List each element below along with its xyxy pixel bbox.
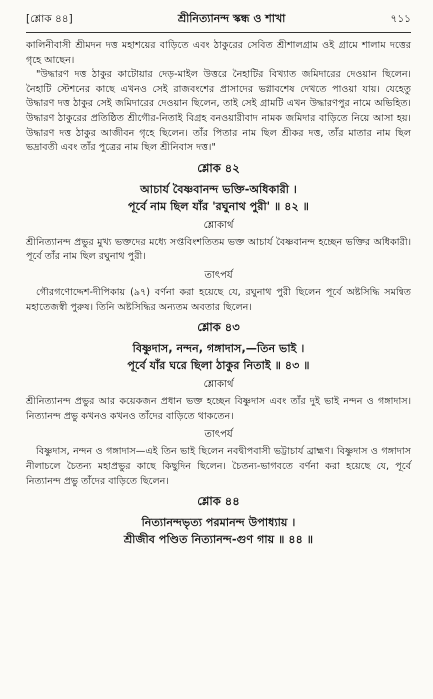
translation-42: শ্রীনিত্যানন্দ প্রভুর মুখ্য ভক্তদের মধ্যে সপ্তবিংশতিতম ভক্ত আচার্য বৈষ্ণবানন্দ হচ্ছেন ভক্তির অধিকারী। পূর্বে তাঁর নাম ছিল রঘুনাথ পুরী। [26,236,411,263]
running-header [26,10,411,33]
page-number: ৭১১ [390,13,411,25]
header-verse-ref: [শ্লোক ৪৪] [26,13,73,25]
verse-42-line-2: পূর্বে নাম ছিল যাঁর 'রঘুনাথ পুরী' ॥ ৪২ ॥ [128,199,309,213]
header-title: শ্রীনিত্যানন্দ স্কন্ধ ও শাখা [177,12,286,25]
purport-label-42: তাৎপর্য [204,269,233,281]
verse-heading-44: শ্লোক ৪৪ [197,494,240,509]
verse-43-line-2: পূর্বে যাঁর ঘরে ছিলা ঠাকুর নিতাই ॥ ৪৩ ॥ [127,359,310,373]
verse-heading-42: শ্লোক ৪২ [197,160,240,175]
verse-heading-43: শ্লোক ৪৩ [197,320,240,335]
verse-44-line-1: নিত্যানন্দভৃত্য পরমানন্দ উপাধ্যায় । [141,516,296,530]
translation-label-43: শ্লোকার্থ [203,379,234,391]
intro-quote-paragraph: "উদ্ধারণ দত্ত ঠাকুর কাটোয়ার দেড়-মাইল উত্তরে নৈহাটির বিখ্যাত জমিদারের দেওয়ান ছিলেন। নৈহাটি স্টেশনের কাছে এখনও সেই রাজবংশের প্রাসাদের ভগ্নাবশেষ দেখতে পাওয়া যায়। যেহেতু উদ্ধারণ দত্ত ঠাকুর সেই জমিদারের দেওয়ান ছিলেন, তাই সেই গ্রামটি এখন উদ্ধারণপুর নামে অভিহিত। উদ্ধারণ ঠাকুরের প্রতিষ্ঠিত শ্রীগৌর-নিতাই বিগ্রহ বনওয়ারীবাদ নামক জমিদার বাড়িতে নিয়ে আসা হয়। উদ্ধারণ দত্ত ঠাকুর আজীবন গৃহে ছিলেন। তাঁর পিতার নাম ছিল শ্রীকর দত্ত, তাঁর মাতার নাম ছিল ভদ্রাবতী এবং তাঁর পুত্রের নাম ছিল শ্রীনিবাস দত্ত।" [26,69,411,154]
purport-43: বিষ্ণুদাস, নন্দন ও গঙ্গাদাস—এই তিন ভাই ছিলেন নবদ্বীপবাসী ভট্টাচার্য ব্রাহ্মণ। বিষ্ণুদাস ও গঙ্গাদাস নীলাচলে চৈতন্য মহাপ্রভুর কাছে কিছুদিন ছিলেন। চৈতন্য-ভাগবতে বর্ণনা করা হয়েছে যে, পূর্বে নিত্যানন্দ প্রভু তাঁদের বাড়িতে ছিলেন। [26,446,411,487]
purport-label-43: তাৎপর্য [204,429,233,441]
purport-42: গৌরগণোদ্দেশ-দীপিকায় (৯৭) বর্ণনা করা হয়েছে যে, রঘুনাথ পুরী ছিলেন পূর্বে অষ্টসিদ্ধি সমন্বিত মহাতেজস্বী পুরুষ। তিনি অষ্টসিদ্ধির অন্যতম অবতার ছিলেন। [26,286,411,313]
intro-paragraph: কালিনীবাসী শ্রীমদন দত্ত মহাশয়ের বাড়িতে এবং ঠাকুরের সেবিত শ্রীশালগ্রাম ওই গ্রামে শালাম দত্তের গৃহে আছেন। [26,40,411,66]
verse-43-line-1: বিষ্ণুদাস, নন্দন, গঙ্গাদাস,—তিন ভাই । [132,342,305,356]
verse-42-line-1: আচার্য বৈষ্ণবানন্দ ভক্তি-অধিকারী । [140,182,297,196]
translation-43: শ্রীনিত্যানন্দ প্রভুর আর কয়েকজন প্রধান ভক্ত হচ্ছেন বিষ্ণুদাস এবং তাঁর দুই ভাই নন্দন ও গঙ্গাদাস। নিত্যানন্দ প্রভু কখনও কখনও তাঁদের বাড়িতে থাকতেন। [26,396,411,422]
translation-label-42: শ্লোকার্থ [203,219,234,231]
verse-44-line-2: শ্রীজীব পণ্ডিত নিত্যানন্দ-গুণ গায় ॥ ৪৪ ॥ [123,533,314,547]
